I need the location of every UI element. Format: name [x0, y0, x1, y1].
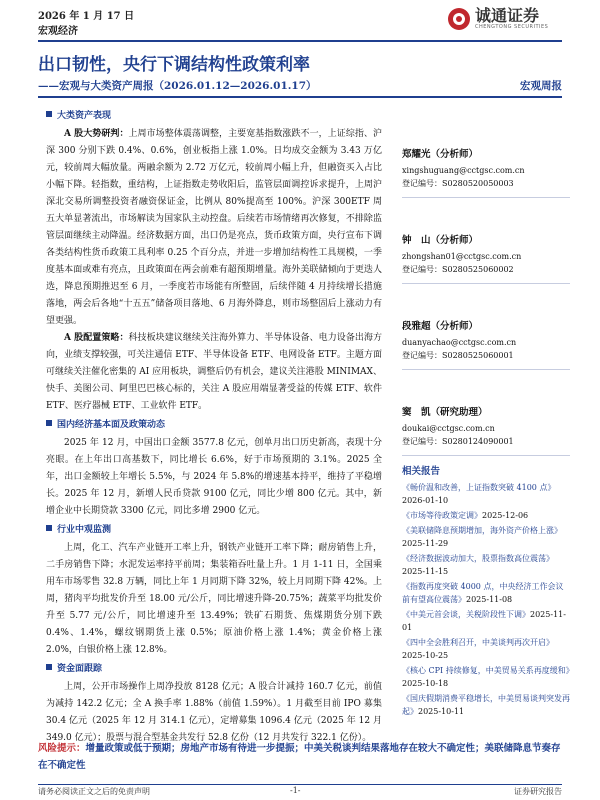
paragraph-market-view [46, 126, 382, 330]
risk-text: 增量政策或低于预期；房地产市场有待进一步提振；中美关税谈判结果落地存在较大不确定性；美联储降息节奏存在不确定性 [38, 743, 561, 771]
analyst-card [402, 234, 570, 284]
square-bullet-icon [46, 111, 52, 117]
analyst-reg: 登记编号：S0280525060002 [402, 265, 514, 274]
analyst-reg: 登记编号：S0280124090001 [402, 437, 514, 446]
analyst-reg: 登记编号：S0280520050003 [402, 179, 514, 188]
report-type: 宏观周报 [520, 80, 562, 92]
related-report-item[interactable]: 《美联储降息预期增加，海外资产价格上涨》2025-11-29 [402, 526, 562, 548]
analyst-reg: 登记编号：S0280525060001 [402, 351, 514, 360]
related-report-item[interactable]: 《经济数据波动加大，股票指数高位震荡》2025-11-15 [402, 554, 554, 576]
footer-disclaimer: 请务必阅读正文之后的免责声明 [38, 787, 150, 796]
analyst-email[interactable]: zhongshan01@cctgsc.com.cn [402, 252, 522, 261]
square-bullet-icon [46, 420, 52, 426]
related-report-item[interactable]: 《指数再度突破 4000 点，中央经济工作会议前有望高位震荡》2025-11-08 [402, 582, 564, 604]
logo-icon [448, 8, 470, 30]
analyst-email[interactable]: duanyachao@cctgsc.com.cn [402, 338, 517, 347]
analyst-name: 窦 凯（研究助理） [402, 407, 488, 418]
square-bullet-icon [46, 664, 52, 670]
analyst-card [402, 320, 570, 370]
paragraph-strategy [46, 330, 382, 415]
paragraph-economy: 2025 年 12 月，中国出口金额 3577.8 亿元，创单月出口历史新高，表现十分亮眼。在上年出口高基数下，同比增长 6.6%，好于市场预期的 3.1%。2025 全年，出口金额较上年增长 5.5%，与 2024 年 5.8%的增速基本持平，维持了平稳增长。2025 年 12 月，新增人民币贷款 9100 亿元，同比少增 800 亿元。其中，新增企业中长期贷款 3300 亿元，同比多增 2900 亿元。 [46, 438, 382, 516]
paragraph-text: 科技板块建议继续关注海外算力、半导体设备、电力设备出海方向，业绩支撑较强，可关注通信 ETF、半导体设备 ETF、电网设备 ETF。主题方面可继续关注催化密集的 AI 应用板块，调整后仍有机会，建议关注港股 MINIMAX、快手、美图公司、阿里巴巴核心标的，关注 A 股应用端显著受益的传媒 ETF、软件 ETF、医疗器械 ETF、工业软件 ETF。 [46, 333, 382, 411]
section-heading-liquidity: 资金面跟踪 [46, 661, 382, 678]
logo-text-cn: 诚通证券 [475, 6, 540, 25]
page-number: -1- [290, 786, 301, 795]
page-subtitle: ——宏观与大类资产周报（2026.01.12—2026.01.17） [38, 80, 317, 92]
analyst-card [402, 148, 570, 198]
related-report-item[interactable]: 《核心 CPI 持续修复，中美贸易关系再度缓和》2025-10-18 [402, 666, 574, 688]
analyst-name: 郑耀光（分析师） [402, 149, 479, 160]
page-title: 出口韧性，央行下调结构性政策利率 [38, 55, 310, 75]
logo-text-en: CHENGTONG SECURITIES [475, 24, 549, 30]
related-report-item[interactable]: 《畅价温和改善，上证指数突破 4100 点》2026-01-10 [402, 483, 556, 505]
paragraph-industry: 上周，化工、汽车产业链开工率上升，钢铁产业链开工率下降；耐房销售上升，二手房销售下降；水泥发运率持平前周；集装箱吞吐量上升。1 月 1-11 日，全国乘用车市场零售 32.8 万辆，同比上年 1 月同期下降 32%，较上月同期下降 42%。上周，猪肉平均批发价升至 18.00 元/公斤，同比增速升降-20.75%；蔬菜平均批发价升至 5.77 元/公斤，同比增速升至 13.49%；铁矿石期货、焦煤期货分别下跌 0.4%、1.4%，螺纹钢期货上涨 0.5%；原油价格上涨 1.4%；黄金价格上涨 2.0%，白银价格上涨 12.8%。 [46, 543, 382, 655]
analyst-name: 钟 山（分析师） [402, 235, 479, 246]
analyst-email[interactable]: doukai@cctgsc.com.cn [402, 424, 495, 433]
analyst-card [402, 406, 570, 456]
brand-logo [448, 8, 548, 30]
analyst-email[interactable]: xingshuguang@cctgsc.com.cn [402, 166, 525, 175]
paragraph-lead: A 股配置策略： [64, 333, 129, 343]
related-report-item[interactable]: 《市场等待政策定调》2025-12-06 [402, 511, 529, 520]
section-heading-assets: 大类资产表现 [46, 108, 382, 125]
paragraph-lead: A 股大势研判： [64, 129, 129, 139]
related-report-item[interactable]: 《国庆假期消费平稳增长，中美贸易谈判突发再起》2025-10-11 [402, 694, 570, 716]
sidebar [402, 106, 574, 720]
title-divider [38, 96, 562, 98]
header-divider [38, 40, 562, 42]
report-category: 宏观经济 [38, 26, 78, 37]
analyst-name: 段雅超（分析师） [402, 321, 479, 332]
paragraph-liquidity: 上周，公开市场操作上周净投放 8128 亿元；A 股合计减持 160.7 亿元，前值为减持 142.2 亿元；全 A 换手率 1.88%（前值 1.59%）。1 月截至目前 IPO 募集 30.4 亿元（2025 年 12 月 314.1 亿元），定增募集 1096.4 亿元（2025 年 12 月 349.0 亿元）；股票与混合型基金共发行 52.8 亿份（12 月共发行 322.1 亿份）。 [46, 682, 382, 743]
related-reports-heading: 相关报告 [402, 466, 441, 477]
report-date: 2026 年 1 月 17 日 [38, 11, 135, 22]
main-body [46, 106, 382, 747]
square-bullet-icon [46, 525, 52, 531]
related-report-item[interactable]: 《中美元首会谈，关税阶段性下调》2025-11-01 [402, 610, 566, 632]
section-heading-industry: 行业中观监测 [46, 522, 382, 539]
footer-divider [38, 784, 562, 785]
related-report-item[interactable]: 《四中全会胜利召开，中美谈判再次开启》2025-10-25 [402, 638, 554, 660]
section-heading-economy: 国内经济基本面及政策动态 [46, 417, 382, 434]
footer-label: 证券研究报告 [514, 787, 562, 796]
risk-warning [38, 740, 563, 774]
risk-label: 风险提示： [38, 743, 86, 754]
paragraph-text: 上周市场整体震荡调整，主要宽基指数涨跌不一，上证综指、沪深 300 分别下跌 0.4%、0.6%，创业板指上涨 1.0%。日均成交金额为 3.43 万亿元，较前周大幅放量。两融余额为 2.72 万亿元，较前周小幅上升，但融资买入占比小幅下降。轻指数，重结构，上证指数走势收阳后，监管层面调控诉求提升，上周沪深北交易所调整投资者融资保证金，比例从 80%提高至 100%。沪深 300ETF 周五大单显著流出，市场解读为国家队主动控盘。后续若市场情绪再次修复，不排除监管层面继续主动降温。经济数据方面，出口仍是亮点，货币政策方面，央行宣布下调各类结构性货币政策工具利率 0.25 个百分点，并进一步增加结构性工具规模，一季度基本面或难有亮点，且政策面在两会前难有超预期增量。海外美联储倾向于更迭人选，降息预期推迟至 6 月，一季度若市场能有所整固，后续伴随 4 月持续增长措施落地，两会后各地“十五五”储备项目落地、6 月海外降息，则市场整固后上涨动力有望更强。 [46, 129, 382, 326]
